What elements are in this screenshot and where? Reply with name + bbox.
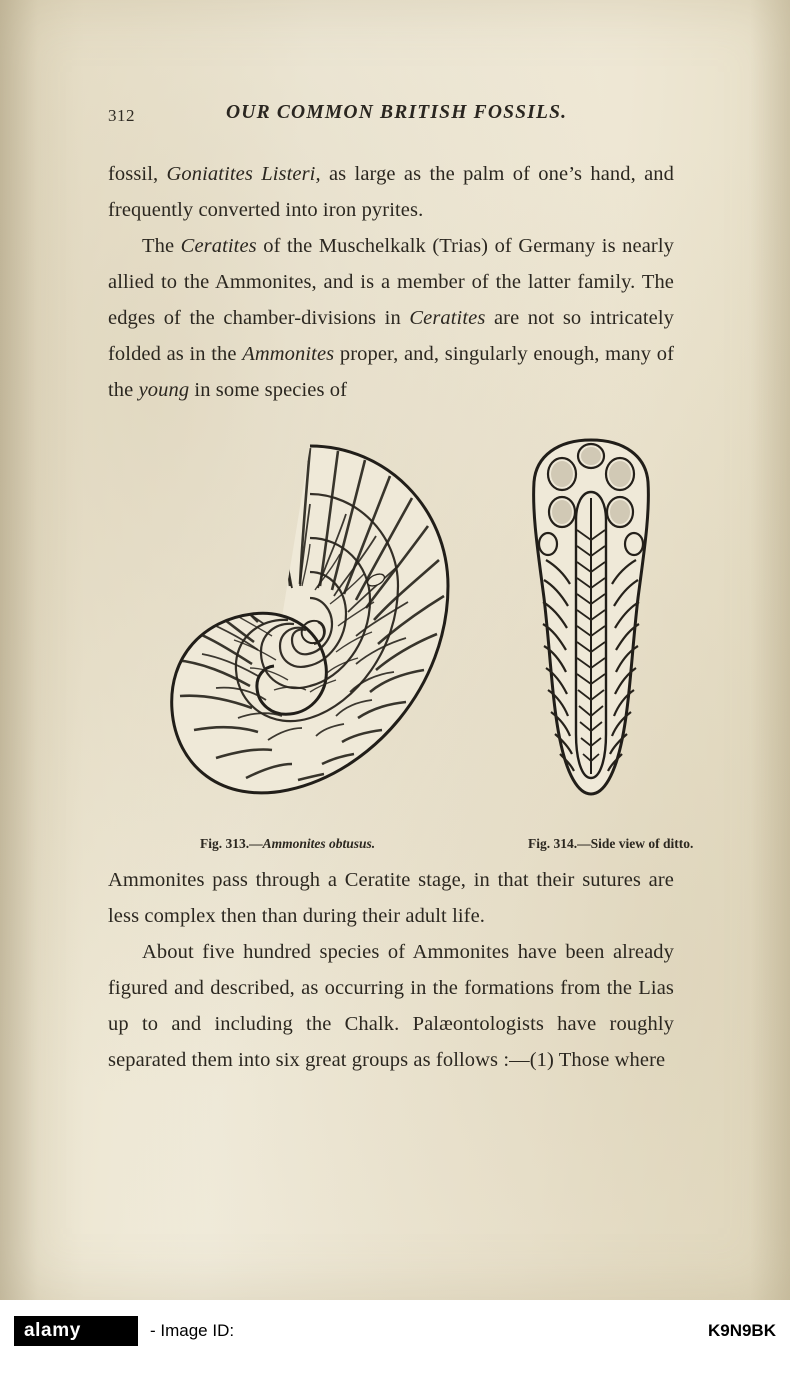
caption-314-label: Fig. 314.— [528, 836, 591, 851]
caption-fig-313 [200, 836, 375, 852]
paragraph-3: Ammonites pass through a Ceratite stage, in that their sutures are less complex then than during their adult life. [108, 869, 674, 927]
p2-italic-3: Ammonites [242, 343, 335, 365]
p2-seg-1: The [142, 235, 181, 257]
figure-captions [108, 836, 694, 862]
p2-italic-2: Ceratites [409, 307, 486, 329]
page-content [108, 100, 694, 1078]
p2-italic-4: young [138, 379, 190, 401]
p2-seg-4: proper, and, singularly enough, many of the [108, 343, 674, 401]
ammonite-shell-illustration [160, 434, 460, 809]
page-number: 312 [108, 106, 135, 125]
p2-italic-1: Ceratites [180, 235, 257, 257]
figure-side-view [518, 434, 664, 809]
figure-ammonites-obtusus [160, 434, 460, 809]
ammonite-side-view-illustration [518, 434, 664, 809]
figure-block [108, 434, 674, 834]
caption-fig-314 [528, 836, 693, 852]
caption-313-label: Fig. 313.— [200, 836, 263, 851]
stock-photo-footer [0, 1300, 790, 1390]
image-id-value: K9N9BK [707, 1321, 776, 1340]
p1-italic-species: Goniatites Listeri, [166, 163, 321, 185]
p2-seg-5: in some species of [189, 379, 348, 401]
p1-text-before: fossil, [108, 163, 167, 185]
caption-314-text: Side view of ditto. [590, 836, 694, 851]
paragraph-1 [108, 156, 674, 228]
running-title: OUR COMMON BRITISH FOSSILS. [226, 102, 568, 123]
p2-seg-2: of the Muschelkalk (Trias) of Germany is nearly allied to the Ammonites, and is a member of the latter family. The edges of the chamber-divisions in [108, 235, 674, 329]
alamy-logo: alamy [14, 1316, 138, 1346]
paragraph-4: About five hundred species of Ammonites have been already figured and described, as occurring in the formations from the Lias up to and including the Chalk. Palæontologists have roughly separated them into six great groups as follows :—(1) Those where [108, 941, 674, 1071]
caption-313-species: Ammonites obtusus. [262, 836, 376, 851]
paragraph-2 [108, 228, 674, 408]
image-id-label: - Image ID: [150, 1321, 235, 1340]
p1-text-after: as large as the palm of one’s hand, and frequently converted into iron pyrites. [108, 163, 674, 221]
p2-seg-3: are not so intricately folded as in the [108, 307, 674, 365]
running-head [108, 100, 674, 134]
